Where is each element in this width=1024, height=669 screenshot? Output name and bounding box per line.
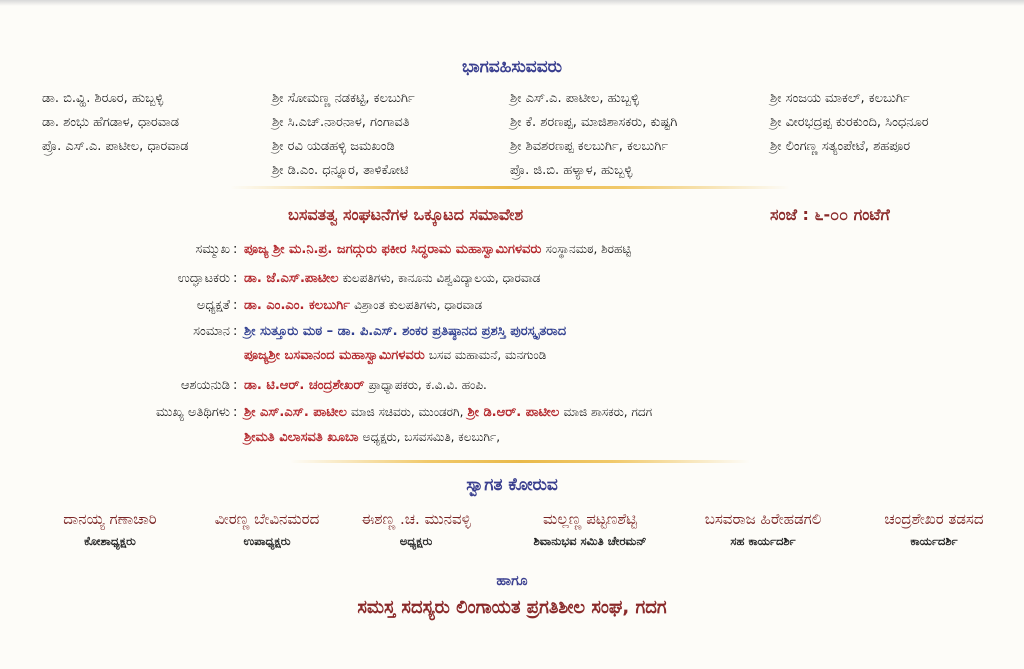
- program-name: ಡಾ. ಎಂ.ಎಂ. ಕಲಬುರ್ಗಿ: [244, 298, 351, 313]
- welcome-member: [336, 510, 496, 549]
- participant: ಡಾ. ಬಿ.ವ್ಹಿ. ಶಿರೂರ, ಹುಬ್ಬಳ್ಳಿ: [42, 91, 164, 106]
- program-detail: ಮಾಜಿ ಸಚಿವರು, ಮುಂಡರಗಿ,: [351, 405, 464, 419]
- program-label: ಆಶಯನುಡಿ: [180, 378, 230, 393]
- participant: ಶ್ರೀ ವೀರಭದ್ರಪ್ಪ ಕುರಕುಂದಿ, ಸಿಂಧನೂರ: [770, 115, 929, 130]
- participant: ಶ್ರೀ ಕೆ. ಶರಣಪ್ಪ, ಮಾಜಿಶಾಸಕರು, ಕುಷ್ಟಗಿ: [510, 115, 678, 130]
- program-name: ಪೂಜ್ಯ ಶ್ರೀ ಮ.ನಿ.ಪ್ರ. ಜಗದ್ಗುರು ಫಕೀರ ಸಿದ್ಧರಾಮ ಮಹಾಸ್ವಾಮಿಗಳವರು: [244, 242, 542, 257]
- member-role: ಸಹ ಕಾರ್ಯದರ್ಶಿ: [730, 534, 796, 548]
- member-name: ಮಲ್ಲಣ್ಣ ಪಟ್ಟಣಶೆಟ್ಟಿ: [542, 510, 638, 528]
- program-detail: ಅಧ್ಯಕ್ಷರು, ಬಸವಸಮಿತಿ, ಕಲಬುರ್ಗಿ,: [362, 430, 501, 444]
- participant: ಶ್ರೀ ಲಿಂಗಣ್ಣ ಸತ್ಯಂಪೇಟೆ, ಶಹಪೂರ: [770, 139, 911, 154]
- member-name: ದಾನಯ್ಯ ಗಣಾಚಾರಿ: [63, 510, 157, 528]
- member-name: ಚಂದ್ರಶೇಖರ ತಡಸದ: [884, 510, 984, 528]
- welcome-member: [30, 510, 190, 549]
- program-label: ಅಧ್ಯಕ್ಷತೆ: [196, 298, 230, 313]
- welcome-member: [676, 510, 850, 549]
- member-role: ಶಿವಾನುಭವ ಸಮಿತಿ ಚೇರಮನ್: [533, 534, 647, 548]
- member-name: ವೀರಣ್ಣ ಬೇವಿನಮರದ: [214, 510, 320, 528]
- member-name: ಬಸವರಾಜ ಹಿರೇಹಡಗಲಿ: [704, 510, 822, 528]
- member-role: ಕೋಶಾಧ್ಯಕ್ಷರು: [84, 534, 136, 548]
- program-name: ಡಾ. ಜೆ.ಎಸ್.ಪಾಟೀಲ: [244, 271, 339, 286]
- participant: ಪ್ರೊ. ಎಸ್.ಎ. ಪಾಟೀಲ, ಧಾರವಾಡ: [42, 139, 189, 154]
- welcome-heading: ಸ್ವಾಗತ ಕೋರುವ: [466, 475, 558, 495]
- event-title: ಬಸವತತ್ವ ಸಂಘಟನೆಗಳ ಒಕ್ಕೂಟದ ಸಮಾವೇಶ: [288, 205, 524, 224]
- program-detail: ಬಸವ ಮಹಾಮನೆ, ಮನಗುಂಡಿ: [428, 348, 547, 362]
- program-detail: ಕುಲಪತಿಗಳು, ಕಾನೂನು ವಿಶ್ವವಿದ್ಯಾಲಯ, ಧಾರವಾಡ: [342, 271, 541, 285]
- program-detail: ಶ್ರೀ ಸುತ್ತೂರು ಮಠ – ಡಾ. ಪಿ.ಎಸ್. ಶಂಕರ ಪ್ರತಿಷ್ಠಾನದ ಪ್ರಶಸ್ತಿ ಪುರಸ್ಕೃತರಾದ: [244, 324, 567, 339]
- program-name: ಶ್ರೀ ಎಸ್.ಎಸ್. ಪಾಟೀಲ: [244, 405, 347, 420]
- member-name: ಈಶಣ್ಣ .ಚ. ಮುನವಳ್ಳಿ: [361, 510, 471, 528]
- program-list: ಸಮ್ಮುಖ : ಪೂಜ್ಯ ಶ್ರೀ ಮ.ನಿ.ಪ್ರ. ಜಗದ್ಗುರು ಫಕೀರ ಸಿದ್ಧರಾಮ ಮಹಾಸ್ವಾಮಿಗಳವರು ಸಂಸ್ಥಾನಮಠ, ಶಿರಹಟ್ಟಿ ಉದ್ಘಾಟಕರು : ಡಾ. ಜೆ.ಎಸ್.ಪಾಟೀಲ ಕುಲಪತಿಗಳು, ಕಾನೂನು ವಿಶ್ವವಿದ್ಯಾಲಯ, ಧಾರವಾಡ ಅಧ್ಯಕ್ಷತೆ : ಡಾ. ಎಂ.ಎಂ. ಕಲಬುರ್ಗಿ ವಿಶ್ರಾಂತ ಕುಲಪತಿಗಳು, ಧಾರವಾಡ ಸಂಮಾನ : ಶ್ರೀ ಸುತ್ತೂರು ಮಠ – ಡಾ. ಪಿ.ಎಸ್. ಶಂಕರ ಪ್ರತಿಷ್ಠಾನದ ಪ್ರಶಸ್ತಿ ಪುರಸ್ಕೃತರಾದ ಪೂಜ್ಯಶ್ರೀ ಬಸವಾನಂದ ಮಹಾಸ್ವಾಮಿಗಳವರು ಬಸವ ಮಹಾಮನೆ, ಮನಗುಂಡಿ ಆಶಯನುಡಿ : ಡಾ. ಟಿ.ಆರ್. ಚಂದ್ರಶೇಖರ್ ಪ್ರಾಧ್ಯಾಪಕರು, ಕ.ವಿ.ವಿ. ಹಂಪಿ. ಮುಖ್ಯ ಅತಿಥಿಗಳು : ಶ್ರೀ ಎಸ್.ಎಸ್. ಪಾಟೀಲ ಮಾಜಿ ಸಚಿವರು, ಮುಂಡರಗಿ, ಶ್ರೀ ಡಿ.ಆರ್. ಪಾಟೀಲ ಮಾಜಿ ಶಾಸಕರು, ಗದಗ ಶ್ರೀಮತಿ ವಿಲಾಸವತಿ ಖೂಬಾ ಅಧ್ಯಕ್ಷರು, ಬಸವಸಮಿತಿ, ಕಲಬುರ್ಗಿ,: [80, 0, 940, 669]
- participant: ಶ್ರೀ ರವಿ ಯಡಹಳ್ಳಿ ಜಮಖಂಡಿ: [272, 139, 395, 154]
- welcome-member: [852, 510, 1016, 549]
- program-name: ಶ್ರೀ ಡಿ.ಆರ್. ಪಾಟೀಲ: [467, 405, 560, 420]
- and-text: ಹಾಗೂ: [496, 573, 528, 589]
- program-name: ಶ್ರೀಮತಿ ವಿಲಾಸವತಿ ಖೂಬಾ: [244, 430, 359, 445]
- participant: ಡಾ. ಶಂಭು ಹೆಗಡಾಳ, ಧಾರವಾಡ: [42, 115, 179, 130]
- program-name: ಪೂಜ್ಯಶ್ರೀ ಬಸವಾನಂದ ಮಹಾಸ್ವಾಮಿಗಳವರು: [244, 348, 425, 363]
- participant: ಶ್ರೀ ಸಿ.ಎಚ್.ನಾರನಾಳ, ಗಂಗಾವತಿ: [272, 115, 410, 130]
- event-time: ಸಂಜೆ : ೬-೦೦ ಗಂಟೆಗೆ: [770, 205, 890, 224]
- welcome-member: [186, 510, 348, 549]
- program-name: ಡಾ. ಟಿ.ಆರ್. ಚಂದ್ರಶೇಖರ್: [244, 378, 365, 393]
- participant: ಶ್ರೀ ಡಿ.ಎಂ. ಧನ್ನೂರ, ತಾಳಿಕೋಟಿ: [272, 163, 409, 178]
- program-label: ಸಮ್ಮುಖ: [195, 242, 230, 257]
- divider-2: [290, 460, 750, 463]
- program-label: ಉದ್ಘಾಟಕರು: [177, 271, 230, 286]
- member-role: ಉಪಾಧ್ಯಕ್ಷರು: [243, 534, 291, 548]
- program-detail: ಸಂಸ್ಥಾನಮಠ, ಶಿರಹಟ್ಟಿ: [545, 242, 632, 256]
- closing-line: ಸಮಸ್ತ ಸದಸ್ಯರು ಲಿಂಗಾಯತ ಪ್ರಗತಿಶೀಲ ಸಂಘ, ಗದಗ: [357, 597, 667, 618]
- participant: ಶ್ರೀ ಸೋಮಣ್ಣ ನಡಕಟ್ಟಿ, ಕಲಬುರ್ಗಿ: [272, 91, 415, 106]
- member-role: ಅಧ್ಯಕ್ಷರು: [399, 534, 433, 548]
- participants-heading: ಭಾಗವಹಿಸುವವರು: [461, 57, 563, 77]
- participant: ಶ್ರೀ ಎಸ್.ಎ. ಪಾಟೀಲ, ಹುಬ್ಬಳ್ಳಿ: [510, 91, 639, 106]
- participant: ಪ್ರೊ. ಜಿ.ಬಿ. ಹಳ್ಯಾಳ, ಹುಬ್ಬಳ್ಳಿ: [510, 163, 633, 178]
- participant: ಶ್ರೀ ಸಂಜಯ ಮಾಕಲ್, ಕಲಬುರ್ಗಿ: [770, 91, 910, 106]
- program-label: ಮುಖ್ಯ ಅತಿಥಿಗಳು: [156, 405, 230, 420]
- program-detail: ವಿಶ್ರಾಂತ ಕುಲಪತಿಗಳು, ಧಾರವಾಡ: [354, 298, 483, 312]
- participant: ಶ್ರೀ ಶಿವಶರಣಪ್ಪ ಕಲಬುರ್ಗಿ, ಕಲಬುರ್ಗಿ: [510, 139, 669, 154]
- program-detail: ಮಾಜಿ ಶಾಸಕರು, ಗದಗ: [563, 405, 653, 419]
- program-detail: ಪ್ರಾಧ್ಯಾಪಕರು, ಕ.ವಿ.ವಿ. ಹಂಪಿ.: [368, 378, 487, 392]
- program-label: ಸಂಮಾನ: [193, 324, 230, 339]
- member-role: ಕಾರ್ಯದರ್ಶಿ: [910, 534, 958, 548]
- welcome-member: [500, 510, 680, 549]
